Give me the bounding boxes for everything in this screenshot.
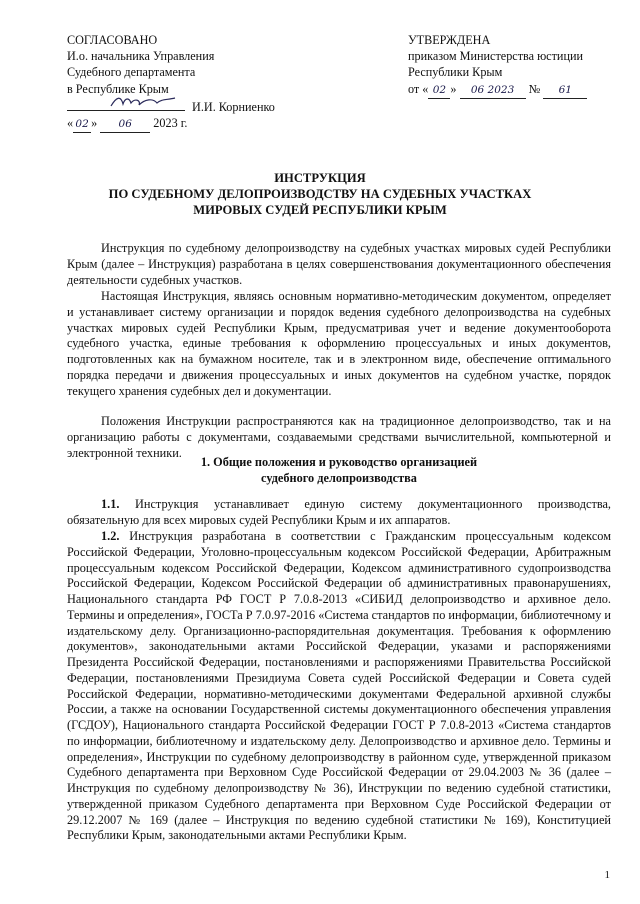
approved-number-prefix: №	[528, 81, 541, 96]
approved-date-prefix: от «	[408, 81, 429, 96]
approval-signer: И.И. Корниенко	[192, 99, 275, 114]
approved-line-2: Республики Крым	[408, 65, 503, 80]
clause-1-2-number: 1.2.	[101, 529, 120, 543]
date-close-quote: »	[91, 116, 98, 131]
approval-block	[67, 32, 275, 133]
intro-paragraph-2-text: Настоящая Инструкция, являясь основным нормативно-методическим документом, определяет и устанавливает систему организации и порядок ведения судебного делопроизводства на судебных участках мировых судей Республики Крым, предусматривая учет и ведение документооборота судебного участка, единые требования к оформлению процессуальных и иных документов, подготовленных как на бумажном носителе, так и в электронном виде, обеспечение оптимального порядка передачи и движения процессуальных и иных документов на судебном участке, порядок текущего хранения судебных дел и документации.	[67, 289, 611, 398]
handwritten-signature	[109, 94, 179, 110]
approval-heading: СОГЛАСОВАНО	[67, 33, 158, 47]
approved-number-handwritten: 61	[543, 82, 587, 99]
section-1-title-line-1: 1. Общие положения и руководство организацией	[200, 455, 478, 469]
date-day-handwritten: 02	[73, 116, 91, 133]
approval-line-2: Судебного департамента	[67, 65, 196, 80]
document-title	[60, 170, 580, 219]
approved-line-1: приказом Министерства юстиции	[408, 49, 584, 64]
approved-date-close: »	[450, 81, 457, 96]
title-line-2: ПО СУДЕБНОМУ ДЕЛОПРОИЗВОДСТВУ НА СУДЕБНЫХ УЧАСТКАХ	[108, 187, 532, 202]
approval-signature-line	[67, 97, 275, 115]
approved-day-handwritten: 02	[428, 82, 450, 99]
approved-block	[408, 32, 587, 99]
title-line-3: МИРОВЫХ СУДЕЙ РЕСПУБЛИКИ КРЫМ	[193, 203, 447, 218]
intro-paragraph-3-text: Положения Инструкции распространяются как на традиционное делопроизводство, так и на организацию работы с документами, создаваемыми средствами вычислительной, компьютерной и электронной техники.	[67, 414, 611, 460]
page-number: 1	[604, 869, 610, 881]
clause-1-1-text: Инструкция устанавливает единую систему документационного производства, обязательную для всех мировых судей Республики Крым и их аппаратов.	[67, 497, 611, 527]
approval-date-line	[67, 115, 275, 133]
approved-heading: УТВЕРЖДЕНА	[408, 33, 491, 47]
intro-paragraph-1-text: Инструкция по судебному делопроизводству на судебных участках мировых судей Республики Крым (далее – Инструкция) разработана в целях совершенствования документационного обеспечения деятельности судебных участков.	[67, 241, 611, 287]
approval-year: 2023 г.	[153, 116, 188, 131]
clause-1-1	[67, 497, 611, 529]
intro-paragraph-2	[67, 289, 611, 399]
section-1-title-line-2: судебного делопроизводства	[261, 470, 417, 485]
approved-month-year-handwritten: 06 2023	[460, 82, 526, 99]
title-line-1: ИНСТРУКЦИЯ	[274, 171, 366, 185]
clause-1-2	[67, 529, 611, 844]
approved-date-line	[408, 81, 587, 99]
section-1-title	[67, 455, 611, 487]
approval-line-3: в Республике Крым	[67, 81, 169, 96]
date-open-quote: «	[67, 116, 74, 131]
signature-blank	[67, 97, 185, 111]
approval-line-1: И.о. начальника Управления	[67, 49, 215, 64]
intro-paragraph-1	[67, 241, 611, 288]
clause-1-2-text: Инструкция разработана в соответствии с Гражданским процессуальным кодексом Российской Федерации, Уголовно-процессуальным кодексом Российской Федерации, Арбитражным процессуальным кодексом Российской Федерации, Кодексом административного судопроизводства Российской Федерации, Кодексом Российской Федерации об административных правонарушениях, Национального стандарта РФ ГОСТ Р 7.0.8-2013 «СИБИД делопроизводство и архивное дело. Термины и определения», ГОСТа Р 7.0.97-2016 «Система стандартов по информации, библиотечному и издательскому делу. Организационно-распорядительная документация. Требования к оформлению документов», законодательными актами Российской Федерации, указами и распоряжениями Президента Российской Федерации, постановлениями и распоряжениями Правительства Российской Федерации, постановлениями Президиума Совета судей Российской Федерации и Совета судей Российской Федерации, нормативно-методическими документами Федеральной архивной службы России, а также на основании Государственной системы документационного обеспечения управления (ГСДОУ), Национального стандарта Российской Федерации ГОСТ Р 7.0.8-2013 «Система стандартов по информации, библиотечному и издательскому делу. Делопроизводство и архивное дело. Термины и определения», Инструкции по судебному делопроизводству в районном суде, утвержденной приказом Судебного департамента при Верховном Суде Российской Федерации от 29.04.2003 № 36 (далее – Инструкция по судебному делопроизводству № 36), Инструкции по ведению судебной статистики, утвержденной приказом Судебного департамента при Верховном Суде Российской Федерации от 29.12.2007 № 169 (далее – Инструкция по ведению судебной статистики № 169), Конституцией Республики Крым, законодательными актами Республики Крым.	[67, 529, 611, 843]
clause-1-1-number: 1.1.	[101, 497, 120, 511]
date-month-handwritten: 06	[100, 116, 150, 133]
